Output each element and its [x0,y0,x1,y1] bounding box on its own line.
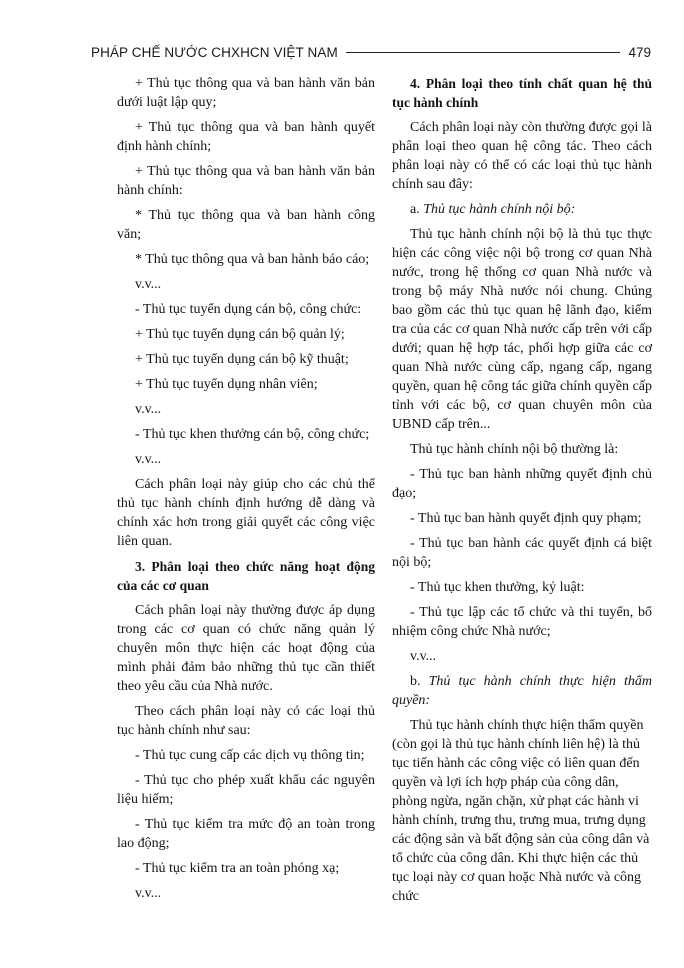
section-heading: 4. Phân loại theo tính chất quan hệ thủ tục hành chính [392,76,652,110]
subsection-marker: a. [410,202,424,217]
running-header [91,40,651,64]
subsection-heading [392,200,652,219]
paragraph: - Thủ tục ban hành những quyết định chủ đạo; [392,467,652,501]
paragraph: * Thủ tục thông qua và ban hành công văn; [117,208,375,242]
paragraph: v.v... [410,649,437,664]
paragraph: - Thủ tục kiểm tra mức độ an toàn trong lao động; [117,817,375,851]
paragraph: + Thủ tục thông qua và ban hành văn bản hành chính: [117,164,375,198]
paragraph: v.v... [135,402,162,417]
subsection-title: Thủ tục hành chính nội bộ: [423,202,576,217]
paragraph: - Thủ tục ban hành các quyết định cá biệt nội bộ; [392,536,652,570]
paragraph: Thủ tục hành chính nội bộ thường là: [410,442,619,457]
paragraph: - Thủ tục cho phép xuất khẩu các nguyên liệu hiếm; [117,773,375,807]
paragraph: + Thủ tục tuyển dụng nhân viên; [135,377,318,392]
section-heading: 3. Phân loại theo chức năng hoạt động của các cơ quan [117,559,375,593]
header-title: PHÁP CHẾ NƯỚC CHXHCN VIỆT NAM [91,44,338,60]
paragraph: + Thủ tục tuyển dụng cán bộ quản lý; [135,327,345,342]
paragraph: - Thủ tục khen thưởng, kỷ luật: [410,580,585,595]
paragraph: - Thủ tục kiểm tra an toàn phóng xạ; [135,861,340,876]
paragraph: Thủ tục hành chính nội bộ là thủ tục thực hiện các công việc nội bộ trong cơ quan Nhà nước, trong hệ thống cơ quan Nhà nước và trong bộ máy Nhà nước nói chung. Chúng bao gồm các thủ tục quan hệ lãnh đạo, kiểm tra của các cơ quan Nhà nước cấp trên với cấp dưới; quan hệ hợp tác, phối hợp giữa các cơ quan Nhà nước cùng cấp, ngang cấp, ngang quyền, quan hệ công tác giữa chính quyền cấp tỉnh với các bộ, cơ quan chuyên môn của UBND cấp trên... [392,227,652,432]
page-number: 479 [628,44,651,60]
subsection-heading [392,672,652,710]
subsection-title: Thủ tục hành chính thực hiện thẩm quyền: [392,674,652,708]
paragraph: Theo cách phân loại này có các loại thủ tục hành chính như sau: [117,704,375,738]
paragraph: + Thủ tục tuyển dụng cán bộ kỹ thuật; [135,352,349,367]
paragraph: v.v... [135,277,162,292]
paragraph: - Thủ tục lập các tổ chức và thi tuyển, bổ nhiệm công chức Nhà nước; [392,605,652,639]
paragraph: - Thủ tục tuyển dụng cán bộ, công chức: [135,302,362,317]
paragraph: Cách phân loại này thường được áp dụng trong các cơ quan có chức năng quản lý chuyên môn thực hiện các hoạt động của mình phải đảm bảo những thủ tục cần thiết theo yêu cầu của Nhà nước. [117,603,375,694]
paragraph: v.v... [135,886,162,901]
paragraph: + Thủ tục thông qua và ban hành văn bản dưới luật lập quy; [117,76,375,110]
subsection-marker: b. [410,674,429,689]
paragraph: + Thủ tục thông qua và ban hành quyết định hành chính; [117,120,375,154]
paragraph: Cách phân loại này còn thường được gọi là phân loại theo quan hệ công tác. Theo cách phân loại này có thể có các loại thủ tục hành chính sau đây: [392,120,652,192]
left-column [117,74,375,909]
paragraph: * Thủ tục thông qua và ban hành báo cáo; [135,252,370,267]
right-column [392,74,652,912]
paragraph: v.v... [135,452,162,467]
paragraph: - Thủ tục khen thưởng cán bộ, công chức; [135,427,370,442]
paragraph: - Thủ tục ban hành quyết định quy phạm; [410,511,642,526]
header-rule [346,52,621,53]
paragraph: - Thủ tục cung cấp các dịch vụ thông tin; [135,748,365,763]
paragraph: Thủ tục hành chính thực hiện thẩm quyền (còn gọi là thủ tục hành chính liên hệ) là thủ tục tiến hành các công việc có liên quan đến quyền và lợi ích hợp pháp của công dân, phòng ngừa, ngăn chặn, xử phạt các hành vi hành chính, trưng thu, trưng mua, trưng dụng các động sản và bất động sản của công dân và tổ chức của công dân. Khi thực hiện các thủ tục loại này cơ quan hoặc Nhà nước và công chức [392,718,650,904]
paragraph: Cách phân loại này giúp cho các chủ thể thủ tục hành chính định hướng dễ dàng và chính xác hơn trong giải quyết các công việc liên quan. [117,477,375,549]
